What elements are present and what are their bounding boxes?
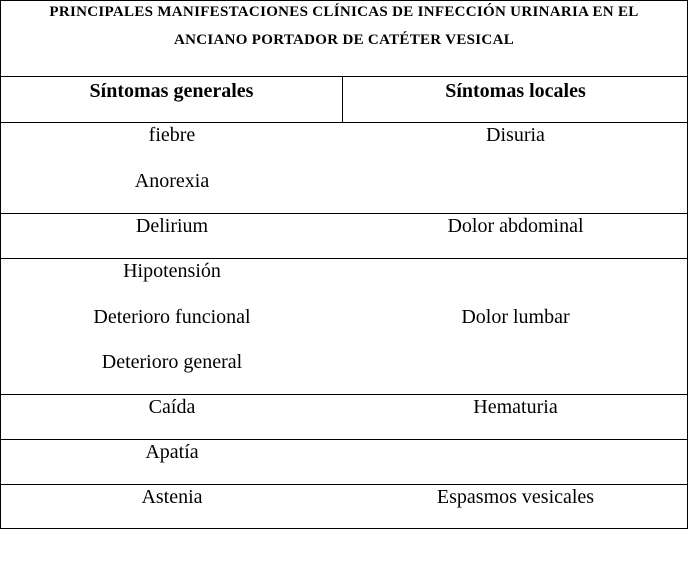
general-symptoms-cell — [1, 123, 343, 213]
table-row — [0, 484, 688, 528]
local-symptoms-cell — [343, 440, 688, 484]
general-symptoms-cell — [1, 485, 343, 528]
general-symptoms-cell — [1, 214, 343, 258]
table-bottom-border — [0, 528, 688, 529]
symptom-text: Delirium — [135, 215, 209, 237]
local-symptoms-cell — [343, 259, 688, 394]
symptom-text: Espasmos vesicales — [436, 486, 595, 508]
symptom-text: Deterioro funcional — [93, 306, 251, 328]
table-row — [0, 258, 688, 394]
local-symptoms-cell — [343, 395, 688, 439]
symptom-text: Caída — [148, 396, 196, 418]
symptom-text: Hipotensión — [123, 260, 221, 282]
local-symptoms-cell — [343, 214, 688, 258]
symptom-text: Dolor lumbar — [461, 306, 570, 328]
symptom-text: fiebre — [148, 124, 196, 146]
header-local-label: Síntomas locales — [445, 80, 586, 102]
table-title-line-2: ANCIANO PORTADOR DE CATÉTER VESICAL — [173, 32, 515, 48]
symptom-text: Anorexia — [134, 170, 210, 192]
table-title-line-1: PRINCIPALES MANIFESTACIONES CLÍNICAS DE INFECCIÓN URINARIA EN EL — [49, 4, 639, 20]
symptom-text: Dolor abdominal — [447, 215, 584, 237]
table-row — [0, 122, 688, 213]
header-local-symptoms — [343, 77, 688, 122]
general-symptoms-cell — [1, 440, 343, 484]
symptom-text: Hematuria — [473, 396, 558, 418]
table-row — [0, 394, 688, 439]
local-symptoms-cell — [343, 123, 688, 213]
header-general-label: Síntomas generales — [89, 80, 254, 102]
general-symptoms-cell — [1, 395, 343, 439]
symptom-text: Astenia — [141, 486, 203, 508]
table-header-row — [0, 76, 688, 122]
symptom-text: Deterioro general — [101, 351, 243, 373]
table-row — [0, 439, 688, 484]
local-symptoms-cell — [343, 485, 688, 528]
table-title — [0, 0, 688, 76]
header-general-symptoms — [1, 77, 343, 122]
symptom-text: Disuria — [486, 124, 545, 146]
table-row — [0, 213, 688, 258]
symptom-text: Apatía — [145, 441, 199, 463]
general-symptoms-cell — [1, 259, 343, 394]
